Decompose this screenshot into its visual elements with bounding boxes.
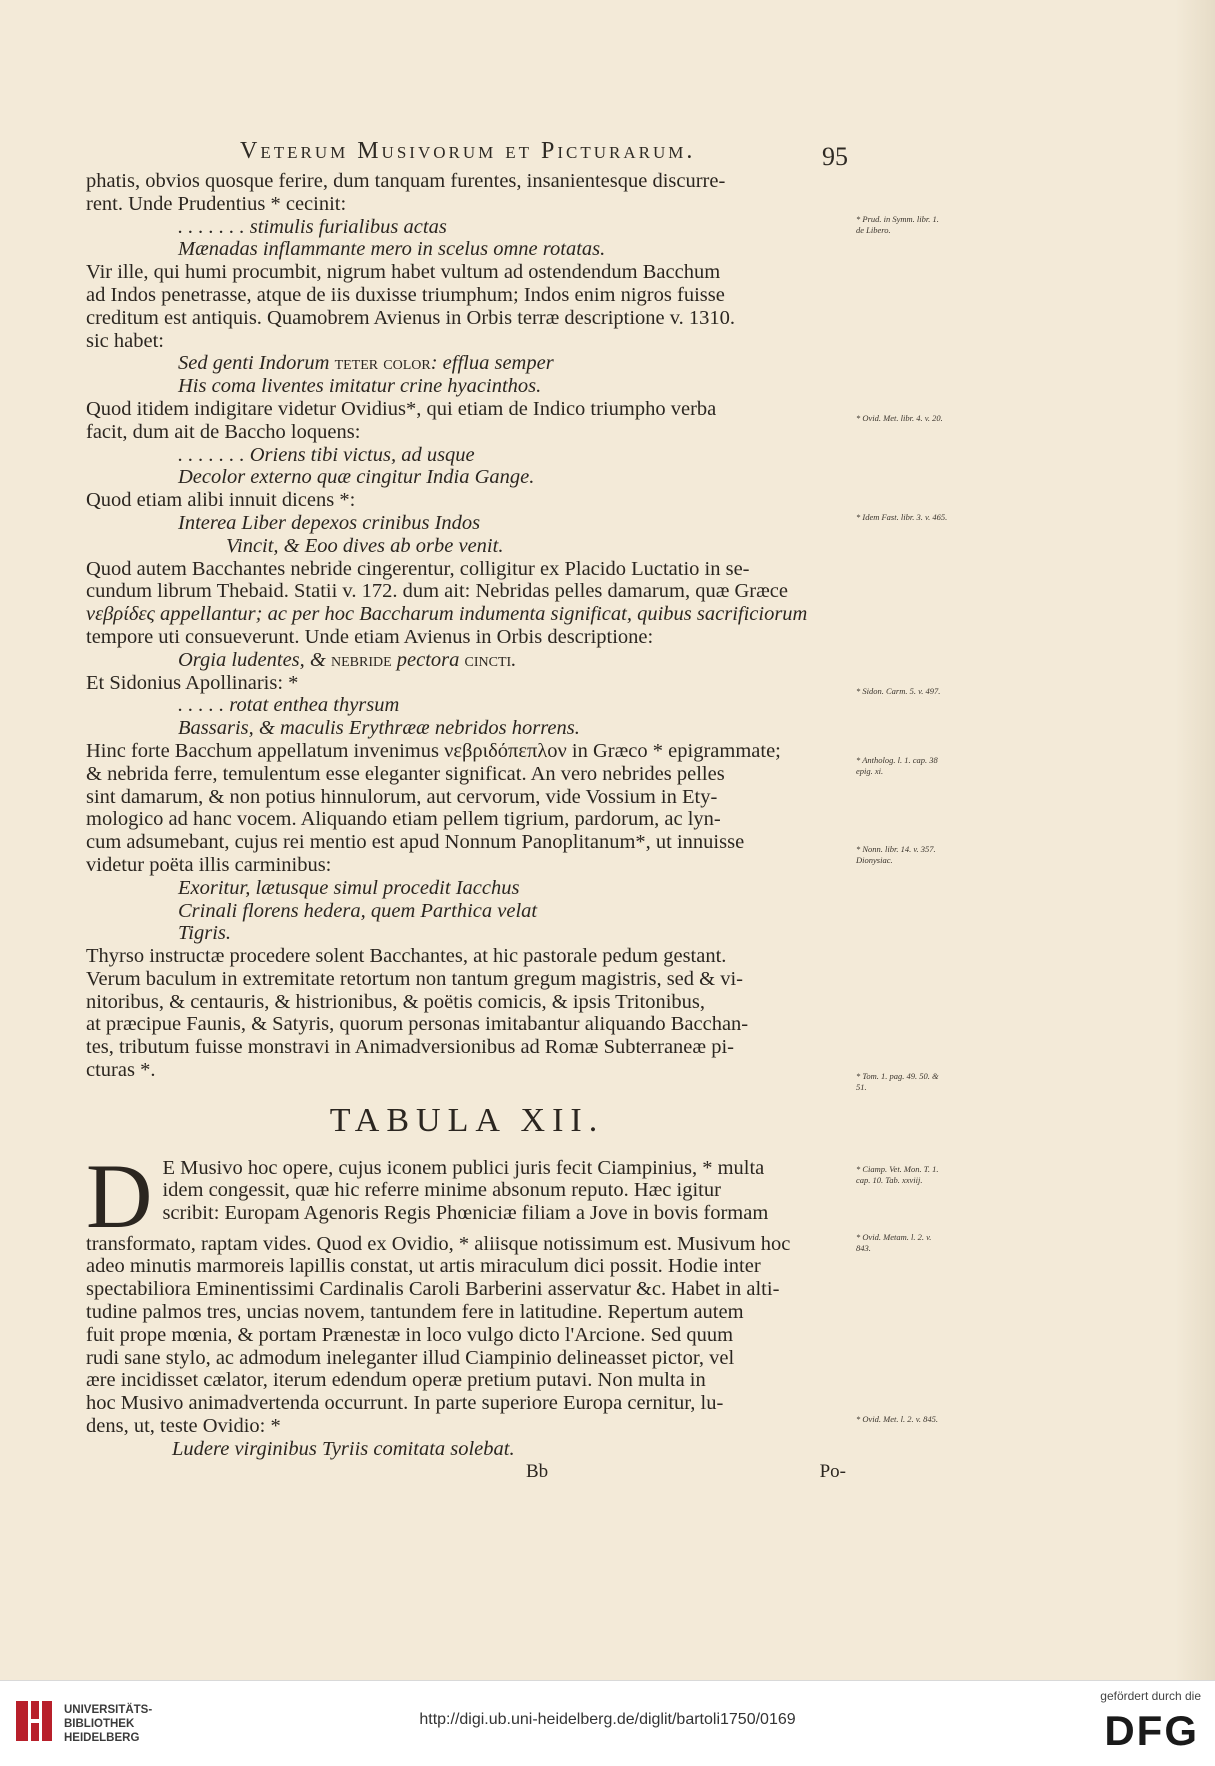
verse-part: : efflua semper [430,352,554,375]
main-text [86,170,848,1485]
text-line: E Musivo hoc opere, cujus iconem publici juris fecit Ciampinius, * multa [162,1156,765,1179]
text-line: facit, dum ait de Baccho loquens: [86,420,361,443]
text-line: ad Indos penetrasse, atque de iis duxisse triumphum; Indos enim nigros fuisse [86,283,725,306]
text-line: nitoribus, & centauris, & histrionibus, & poëtis comicis, & ipsis Tritonibus, [86,990,706,1013]
verse-line: Interea Liber depexos crinibus Indos [178,511,481,534]
text-line: sic habet: [86,329,164,352]
text-line: dens, ut, teste Ovidio: * [86,1415,281,1438]
text-line: Hinc forte Bacchum appellatum invenimus νεβριδόπεπλον in Græco * epigrammate; [86,739,781,762]
section-heading: TABULA XII. [329,1101,605,1139]
text-line: phatis, obvios quosque ferire, dum tanquam furentes, insanientesque discurre- [86,170,726,192]
running-title: Veterum Musivorum et Picturarum. [240,138,696,164]
verse-line [86,352,848,375]
text-line: videtur poëta illis carminibus: [86,853,332,876]
page-edge-shadow [1175,0,1215,1680]
verse-part: Sed genti Indorum [178,352,330,375]
text-line: tes, tributum fuisse monstravi in Animadversionibus ad Romæ Subterraneæ pi- [86,1036,734,1059]
verse-line: . . . . . . . stimulis furialibus actas [178,215,447,238]
text-line: adeo minutis marmoreis lapillis constat, ut artis miraculum dici possit. Hodie inter [86,1255,761,1278]
logo-line: BIBLIOTHEK [64,1718,135,1730]
text-line: Et Sidonius Apollinaris: * [86,671,299,694]
text-line: fuit prope mœnia, & portam Prænestæ in loco vulgo dicto l'Arcione. Sed quum [86,1323,734,1346]
dfg-logo[interactable]: DFG [1104,1707,1199,1754]
text-line: idem congessit, quæ hic referre minime absonum reputo. Hæc igitur [162,1179,721,1202]
marginal-note: * Ciamp. Vet. Mon. T. 1. cap. 10. Tab. xxviij. [856,1164,939,1185]
verse-part: . [511,648,517,671]
text-line: cturas *. [86,1059,156,1082]
signature-line [86,1461,848,1485]
text-line: sint damarum, & non potius hinnulorum, aut cervorum, vide Vossium in Ety- [86,785,718,808]
text-line: rent. Unde Prudentius * cecinit: [86,192,347,215]
marginal-note: * Nonn. libr. 14. v. 357. Dionysiac. [856,844,936,865]
text-line: cum adsumebant, cujus rei mentio est apud Nonnum Panoplitanum*, ut innuisse [86,831,745,854]
verse-line: Mænadas inflammante mero in scelus omne rotatas. [178,238,606,261]
text-line: Quod etiam alibi innuit dicens *: [86,489,356,512]
text-line: rudi sane stylo, ac admodum ineleganter illud Ciampinio delineasset pictor, vel [86,1346,735,1369]
logo-line: HEIDELBERG [64,1732,140,1744]
verse-line: Tigris. [178,922,231,945]
text-line: Quod itidem indigitare videtur Ovidius*, qui etiam de Indico triumpho verba [86,397,717,420]
text-line: at præcipue Faunis, & Satyris, quorum personas imitabantur aliquando Bacchan- [86,1013,749,1036]
verse-line: Exoritur, lætusque simul procedit Iacchus [178,876,520,899]
verse-line: . . . . . rotat enthea thyrsum [178,694,400,717]
viewer-footer [0,1680,1215,1766]
text-line: mologico ad hanc vocem. Aliquando etiam pellem tigrium, pardorum, ac lyn- [86,808,721,831]
marginal-note: * Sidon. Carm. 5. v. 497. [856,686,941,696]
catchword: Po- [819,1460,846,1482]
verse-part: Orgia ludentes, & [178,648,326,671]
text-line: cundum librum Thebaid. Statii v. 172. dum ait: Nebridas pelles damarum, quæ Græce [86,580,788,603]
funder-caption: gefördert durch die [1100,1689,1201,1703]
marginal-note: * Ovid. Met. l. 2. v. 845. [856,1414,938,1424]
logo-line: UNIVERSITÄTS- [64,1704,153,1716]
text-line: Verum baculum in extremitate retortum non tantum gregum magistris, sed & vi- [86,967,743,990]
marginal-note: * Tom. 1. pag. 49. 50. & 51. [856,1071,939,1092]
text-line: Quod autem Bacchantes nebride cingerentur, colligitur ex Placido Luctatio in se- [86,557,750,580]
text-line: tempore uti consueverunt. Unde etiam Avienus in Orbis descriptione: [86,625,654,648]
verse-line: His coma liventes imitatur crine hyacinthos. [178,375,542,398]
permalink-url[interactable]: http://digi.ub.uni-heidelberg.de/diglit/bartoli1750/0169 [419,1711,796,1728]
marginal-note: * Antholog. l. 1. cap. 38 epig. xi. [856,755,938,776]
marginal-note: * Prud. in Symm. libr. 1. de Libero. [856,214,939,235]
signature-mark: Bb [526,1460,549,1482]
small-caps-phrase: cincti [464,648,512,671]
verse-line: Vincit, & Eoo dives ab orbe venit. [226,534,504,557]
text-line: & nebrida ferre, temulentum esse eleganter significat. An vero nebrides pelles [86,762,725,785]
text-line: νεβρίδες appellantur; ac per hoc Baccharum indumenta significat, quibus sacrificiorum [86,603,808,626]
text-line: Thyrso instructæ procedere solent Bacchantes, at hic pastorale pedum gestant. [86,945,727,968]
small-caps-phrase: nebride [330,648,392,671]
text-line: creditum est antiquis. Quamobrem Avienus in Orbis terræ descriptione v. 1310. [86,306,736,329]
text-line: transformato, raptam vides. Quod ex Ovidio, * aliisque notissimum est. Musivum hoc [86,1232,791,1255]
verse-line: Bassaris, & maculis Erythrææ nebridos horrens. [178,717,580,740]
marginal-note: * Idem Fast. libr. 3. v. 465. [856,512,948,522]
marginal-note: * Ovid. Metam. l. 2. v. 843. [856,1232,932,1253]
text-line: ære incidisset cælator, iterum edendum operæ pretium putavi. Non multa in [86,1369,706,1392]
verse-line: Ludere virginibus Tyriis comitata solebat. [172,1437,515,1460]
marginal-note: * Ovid. Met. libr. 4. v. 20. [856,413,943,423]
text-line: scribit: Europam Agenoris Regis Phœniciæ filiam a Jove in bovis formam [162,1202,769,1225]
verse-part: pectora [396,648,460,671]
verse-line: . . . . . . . Oriens tibi victus, ad usque [178,443,475,466]
text-line: Vir ille, qui humi procumbit, nigrum habet vultum ad ostendendum Bacchum [86,261,721,284]
drop-cap: D [86,1144,153,1247]
small-caps-phrase: teter color [334,352,431,375]
verse-line: Decolor externo quæ cingitur India Gange. [178,466,535,489]
verse-line [86,649,848,672]
text-line: tudine palmos tres, uncias novem, tantundem fere in latitudine. Repertum autem [86,1301,744,1324]
text-line: spectabiliora Eminentissimi Cardinalis Caroli Barberini asservatur &c. Habet in alti- [86,1278,780,1301]
verse-line: Crinali florens hedera, quem Parthica velat [178,899,538,922]
page-number: 95 [822,142,848,171]
text-line: hoc Musivo animadvertenda occurrunt. In parte superiore Europa cernitur, lu- [86,1392,724,1415]
